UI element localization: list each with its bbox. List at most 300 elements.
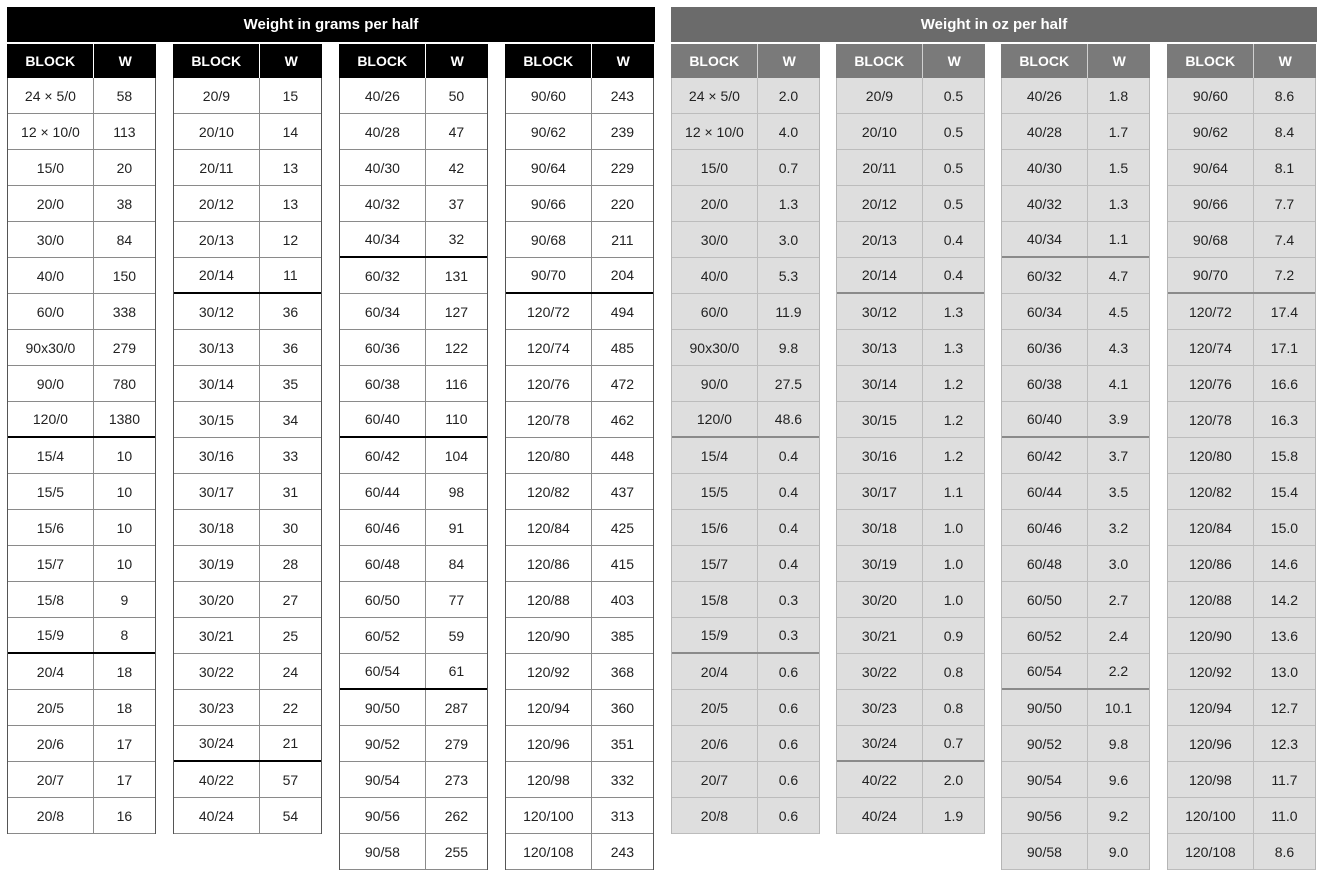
- weight-cell: 2.2: [1108, 663, 1129, 679]
- block-cell: 120/92: [1168, 654, 1254, 689]
- block-cell: 20/7: [672, 762, 758, 797]
- table-row: [506, 366, 653, 402]
- table-row: [174, 726, 321, 762]
- table-row: [506, 834, 653, 870]
- table-row: [1002, 78, 1149, 114]
- table-row: [174, 618, 321, 654]
- table-row: [837, 402, 984, 438]
- block-cell: 20/12: [174, 186, 260, 221]
- block-cell: 30/24: [837, 726, 923, 760]
- weight-cell: 16.6: [1270, 375, 1299, 392]
- block-cell: 20/4: [8, 654, 94, 689]
- weight-cell: 1.7: [1108, 123, 1129, 140]
- table-row: [174, 186, 321, 222]
- table-row: [174, 510, 321, 546]
- weight-cell: 84: [448, 555, 465, 572]
- block-cell: 12 × 10/0: [8, 114, 94, 149]
- oz-table-2: [836, 44, 985, 834]
- weight-cell: 18: [116, 663, 133, 680]
- table-row: [1002, 546, 1149, 582]
- weight-cell: 0.6: [778, 735, 799, 752]
- table-row: [506, 510, 653, 546]
- table-row: [340, 438, 487, 474]
- table-row: [8, 474, 155, 510]
- block-cell: 40/30: [1002, 150, 1088, 185]
- block-cell: 120/0: [672, 402, 758, 436]
- block-cell: 40/28: [1002, 114, 1088, 149]
- weight-cell: 150: [112, 267, 137, 284]
- table-row: [837, 582, 984, 618]
- block-cell: 120/88: [506, 582, 592, 617]
- table-row: [8, 618, 155, 654]
- weight-cell: 110: [445, 411, 468, 427]
- block-cell: 90/50: [1002, 690, 1088, 725]
- weight-cell: 10: [116, 555, 133, 572]
- weight-cell: 1.0: [943, 519, 964, 536]
- weight-cell: 1.5: [1108, 159, 1129, 176]
- table-row: [1168, 618, 1315, 654]
- table-row: [1002, 294, 1149, 330]
- block-cell: 120/88: [1168, 582, 1254, 617]
- table-row: [506, 762, 653, 798]
- table-row: [1002, 762, 1149, 798]
- weight-cell: 3.2: [1108, 519, 1129, 536]
- grams-banner: Weight in grams per half: [7, 7, 655, 42]
- table-row: [672, 78, 819, 114]
- block-cell: 40/28: [340, 114, 426, 149]
- table-row: [340, 402, 487, 438]
- block-cell: 120/100: [506, 798, 592, 833]
- weight-cell: 0.9: [943, 627, 964, 644]
- weight-cell: 17: [116, 735, 133, 752]
- table-row: [340, 366, 487, 402]
- weight-cell: 104: [444, 447, 469, 464]
- weight-cell: 8.4: [1274, 123, 1295, 140]
- weight-cell: 15: [282, 87, 299, 104]
- table-row: [1168, 798, 1315, 834]
- weight-cell: 1.2: [943, 411, 964, 428]
- block-cell: 120/86: [1168, 546, 1254, 581]
- table-row: [1168, 474, 1315, 510]
- weight-cell: 17: [116, 771, 133, 788]
- weight-cell: 3.0: [1108, 555, 1129, 572]
- block-cell: 30/13: [174, 330, 260, 365]
- block-cell: 90/56: [340, 798, 426, 833]
- header-w: W: [1278, 53, 1292, 69]
- table-row: [340, 258, 487, 294]
- weight-cell: 0.5: [943, 159, 964, 176]
- block-cell: 90/0: [672, 366, 758, 401]
- table-row: [506, 150, 653, 186]
- table-row: [340, 726, 487, 762]
- weight-cell: 5.3: [778, 267, 799, 284]
- table-row: [8, 330, 155, 366]
- block-cell: 15/5: [8, 474, 94, 509]
- header-w: W: [782, 53, 796, 69]
- block-cell: 120/78: [1168, 402, 1254, 437]
- weight-cell: 229: [610, 159, 635, 176]
- block-cell: 24 × 5/0: [8, 78, 94, 113]
- block-cell: 30/20: [837, 582, 923, 617]
- table-row: [340, 474, 487, 510]
- table-body: [1167, 78, 1316, 870]
- table-row: [1002, 366, 1149, 402]
- weight-cell: 11: [283, 267, 298, 283]
- weight-cell: 0.4: [778, 555, 799, 572]
- block-cell: 40/26: [340, 78, 426, 113]
- weight-cell: 1380: [108, 411, 140, 427]
- weight-cell: 33: [282, 447, 299, 464]
- block-cell: 20/13: [837, 222, 923, 257]
- table-row: [340, 546, 487, 582]
- table-body: [836, 78, 985, 834]
- block-cell: 90/54: [1002, 762, 1088, 797]
- table-row: [1002, 726, 1149, 762]
- table-row: [672, 582, 819, 618]
- oz-table-1: [671, 44, 820, 834]
- table-row: [8, 186, 155, 222]
- table-row: [672, 150, 819, 186]
- block-cell: 60/32: [1002, 258, 1088, 293]
- weight-cell: 35: [282, 375, 299, 392]
- block-cell: 120/90: [506, 618, 592, 653]
- table-row: [340, 186, 487, 222]
- block-cell: 15/7: [8, 546, 94, 581]
- weight-cell: 11.9: [775, 303, 802, 320]
- weight-cell: 8.6: [1274, 87, 1295, 104]
- table-header: [7, 44, 156, 78]
- table-row: [1168, 438, 1315, 474]
- weight-cell: 239: [610, 123, 635, 140]
- weight-cell: 8: [120, 627, 129, 643]
- block-cell: 60/44: [1002, 474, 1088, 509]
- weight-cell: 0.4: [778, 447, 799, 464]
- block-cell: 30/14: [837, 366, 923, 401]
- weight-cell: 12.3: [1270, 735, 1299, 752]
- weight-cell: 1.2: [943, 375, 964, 392]
- table-row: [837, 510, 984, 546]
- table-row: [837, 258, 984, 294]
- table-body: [1001, 78, 1150, 870]
- block-cell: 20/9: [837, 78, 923, 113]
- table-row: [837, 366, 984, 402]
- block-cell: 20/10: [837, 114, 923, 149]
- block-cell: 30/23: [174, 690, 260, 725]
- block-cell: 30/21: [174, 618, 260, 653]
- grams-table-4: [505, 44, 654, 870]
- table-row: [672, 366, 819, 402]
- table-row: [8, 762, 155, 798]
- block-cell: 60/52: [1002, 618, 1088, 653]
- table-row: [1002, 618, 1149, 654]
- weight-cell: 24: [282, 663, 299, 680]
- weight-cell: 1.0: [943, 591, 964, 608]
- grams-table-1: [7, 44, 156, 834]
- table-row: [8, 78, 155, 114]
- weight-cell: 48.6: [774, 411, 803, 427]
- weight-cell: 287: [444, 699, 469, 716]
- table-row: [8, 438, 155, 474]
- table-row: [174, 438, 321, 474]
- grams-table-3: [339, 44, 488, 870]
- table-header: [836, 44, 985, 78]
- block-cell: 120/92: [506, 654, 592, 689]
- block-cell: 20/8: [8, 798, 94, 833]
- weight-cell: 31: [282, 483, 299, 500]
- weight-cell: 14.2: [1270, 591, 1299, 608]
- block-cell: 90/64: [506, 150, 592, 185]
- block-cell: 12 × 10/0: [672, 114, 758, 149]
- table-row: [506, 330, 653, 366]
- oz-banner: Weight in oz per half: [671, 7, 1317, 42]
- block-cell: 60/46: [1002, 510, 1088, 545]
- table-row: [672, 330, 819, 366]
- table-row: [837, 618, 984, 654]
- table-row: [672, 762, 819, 798]
- weight-cell: 4.1: [1108, 375, 1129, 392]
- block-cell: 90/56: [1002, 798, 1088, 833]
- block-cell: 60/40: [340, 402, 426, 436]
- weight-cell: 243: [610, 843, 635, 860]
- weight-cell: 415: [610, 555, 635, 572]
- block-cell: 120/94: [1168, 690, 1254, 725]
- table-row: [1168, 150, 1315, 186]
- block-cell: 120/82: [1168, 474, 1254, 509]
- weight-cell: 42: [448, 159, 465, 176]
- table-row: [837, 762, 984, 798]
- block-cell: 60/54: [340, 654, 426, 688]
- block-cell: 30/18: [174, 510, 260, 545]
- block-cell: 90/64: [1168, 150, 1254, 185]
- block-cell: 15/4: [672, 438, 758, 473]
- weight-cell: 0.8: [943, 663, 964, 680]
- block-cell: 90/70: [1168, 258, 1254, 292]
- table-row: [174, 546, 321, 582]
- block-cell: 30/22: [837, 654, 923, 689]
- weight-cell: 36: [282, 303, 299, 320]
- table-row: [1168, 114, 1315, 150]
- table-row: [174, 258, 321, 294]
- table-row: [672, 798, 819, 834]
- block-cell: 60/36: [1002, 330, 1088, 365]
- table-row: [174, 654, 321, 690]
- table-row: [8, 402, 155, 438]
- table-row: [340, 510, 487, 546]
- block-cell: 120/100: [1168, 798, 1254, 833]
- block-cell: 40/24: [837, 798, 923, 833]
- block-cell: 60/38: [1002, 366, 1088, 401]
- table-row: [174, 294, 321, 330]
- table-row: [1168, 402, 1315, 438]
- weight-cell: 403: [610, 591, 635, 608]
- block-cell: 30/16: [837, 438, 923, 473]
- block-cell: 15/8: [672, 582, 758, 617]
- weight-cell: 10: [116, 483, 133, 500]
- weight-cell: 1.3: [1108, 195, 1129, 212]
- block-cell: 120/78: [506, 402, 592, 437]
- weight-cell: 1.3: [778, 195, 799, 212]
- block-cell: 90/60: [1168, 78, 1254, 113]
- header-block: BLOCK: [173, 44, 260, 78]
- weight-cell: 1.1: [1108, 231, 1129, 247]
- table-row: [1002, 186, 1149, 222]
- weight-cell: 59: [448, 627, 465, 644]
- weight-cell: 8.1: [1274, 159, 1295, 176]
- weight-cell: 10: [116, 519, 133, 536]
- block-cell: 120/0: [8, 402, 94, 436]
- weight-cell: 15.4: [1270, 483, 1299, 500]
- block-cell: 90/68: [506, 222, 592, 257]
- table-row: [340, 798, 487, 834]
- table-row: [1002, 114, 1149, 150]
- block-cell: 15/9: [672, 618, 758, 652]
- weight-cell: 0.7: [778, 159, 799, 176]
- weight-cell: 4.7: [1108, 267, 1129, 284]
- oz-table-3: [1001, 44, 1150, 870]
- table-header: [505, 44, 654, 78]
- weight-cell: 116: [445, 375, 468, 392]
- weight-cell: 1.2: [943, 447, 964, 464]
- block-cell: 120/94: [506, 690, 592, 725]
- table-row: [837, 114, 984, 150]
- weight-cell: 279: [112, 339, 137, 356]
- block-cell: 60/46: [340, 510, 426, 545]
- weight-cell: 313: [610, 807, 635, 824]
- block-cell: 90/58: [1002, 834, 1088, 869]
- block-cell: 90x30/0: [8, 330, 94, 365]
- table-row: [1168, 78, 1315, 114]
- table-row: [1168, 366, 1315, 402]
- weight-cell: 18: [116, 699, 133, 716]
- table-row: [837, 438, 984, 474]
- table-row: [1168, 654, 1315, 690]
- weight-cell: 351: [610, 735, 635, 752]
- table-row: [1168, 510, 1315, 546]
- table-row: [837, 186, 984, 222]
- weight-cell: 91: [448, 519, 465, 536]
- header-block: BLOCK: [671, 44, 758, 78]
- table-row: [506, 186, 653, 222]
- block-cell: 40/34: [1002, 222, 1088, 256]
- weight-cell: 61: [448, 663, 465, 679]
- block-cell: 20/7: [8, 762, 94, 797]
- weight-cell: 0.5: [943, 195, 964, 212]
- weight-cell: 273: [444, 771, 469, 788]
- block-cell: 40/22: [174, 762, 260, 797]
- weight-cell: 2.4: [1108, 627, 1129, 644]
- grams-table-2: [173, 44, 322, 834]
- table-row: [340, 294, 487, 330]
- table-row: [174, 222, 321, 258]
- table-row: [672, 726, 819, 762]
- block-cell: 120/108: [1168, 834, 1254, 869]
- table-body: [339, 78, 488, 870]
- table-row: [1002, 258, 1149, 294]
- weight-cell: 15.8: [1270, 447, 1299, 464]
- header-w: W: [1112, 53, 1126, 69]
- block-cell: 30/24: [174, 726, 260, 760]
- weight-cell: 7.7: [1274, 195, 1295, 212]
- weight-cell: 9.8: [1108, 735, 1129, 752]
- block-cell: 90/62: [506, 114, 592, 149]
- weight-cell: 0.4: [943, 231, 964, 248]
- block-cell: 120/72: [506, 294, 592, 329]
- table-row: [1002, 150, 1149, 186]
- weight-cell: 17.1: [1270, 339, 1299, 356]
- table-row: [340, 690, 487, 726]
- table-row: [506, 582, 653, 618]
- table-body: [505, 78, 654, 870]
- table-row: [174, 402, 321, 438]
- table-row: [1002, 474, 1149, 510]
- block-cell: 20/8: [672, 798, 758, 833]
- weight-cell: 2.0: [778, 87, 799, 104]
- table-row: [340, 762, 487, 798]
- block-cell: 60/34: [1002, 294, 1088, 329]
- block-cell: 120/74: [1168, 330, 1254, 365]
- block-cell: 20/0: [672, 186, 758, 221]
- table-row: [1168, 222, 1315, 258]
- block-cell: 30/15: [837, 402, 923, 437]
- weight-cell: 13.6: [1270, 627, 1299, 644]
- table-row: [506, 726, 653, 762]
- block-cell: 30/19: [837, 546, 923, 581]
- table-row: [8, 582, 155, 618]
- table-row: [8, 258, 155, 294]
- header-block: BLOCK: [836, 44, 923, 78]
- weight-cell: 9.8: [778, 339, 799, 356]
- weight-cell: 204: [610, 267, 635, 283]
- header-block: BLOCK: [1167, 44, 1254, 78]
- header-w: W: [947, 53, 961, 69]
- block-cell: 15/4: [8, 438, 94, 473]
- weight-cell: 368: [610, 663, 635, 680]
- table-row: [506, 294, 653, 330]
- weight-cell: 3.0: [778, 231, 799, 248]
- weight-cell: 38: [116, 195, 133, 212]
- block-cell: 30/15: [174, 402, 260, 437]
- table-row: [672, 654, 819, 690]
- weight-cell: 25: [282, 627, 299, 644]
- weight-cell: 0.4: [943, 267, 964, 283]
- weight-cell: 122: [444, 339, 469, 356]
- block-cell: 20/12: [837, 186, 923, 221]
- table-row: [837, 150, 984, 186]
- block-cell: 40/26: [1002, 78, 1088, 113]
- weight-cell: 1.3: [943, 339, 964, 356]
- weight-cell: 262: [444, 807, 469, 824]
- weight-cell: 50: [448, 87, 465, 104]
- weight-cell: 1.1: [943, 483, 964, 500]
- table-row: [340, 150, 487, 186]
- block-cell: 15/5: [672, 474, 758, 509]
- block-cell: 15/0: [672, 150, 758, 185]
- table-row: [672, 258, 819, 294]
- table-row: [1002, 438, 1149, 474]
- weight-cell: 0.6: [778, 807, 799, 824]
- weight-cell: 28: [282, 555, 299, 572]
- weight-cell: 12.7: [1270, 699, 1299, 716]
- block-cell: 30/22: [174, 654, 260, 689]
- block-cell: 24 × 5/0: [672, 78, 758, 113]
- table-row: [1002, 510, 1149, 546]
- block-cell: 20/13: [174, 222, 260, 257]
- weight-cell: 37: [448, 195, 465, 212]
- block-cell: 30/17: [174, 474, 260, 509]
- weight-cell: 21: [282, 735, 299, 751]
- table-row: [174, 78, 321, 114]
- block-cell: 120/86: [506, 546, 592, 581]
